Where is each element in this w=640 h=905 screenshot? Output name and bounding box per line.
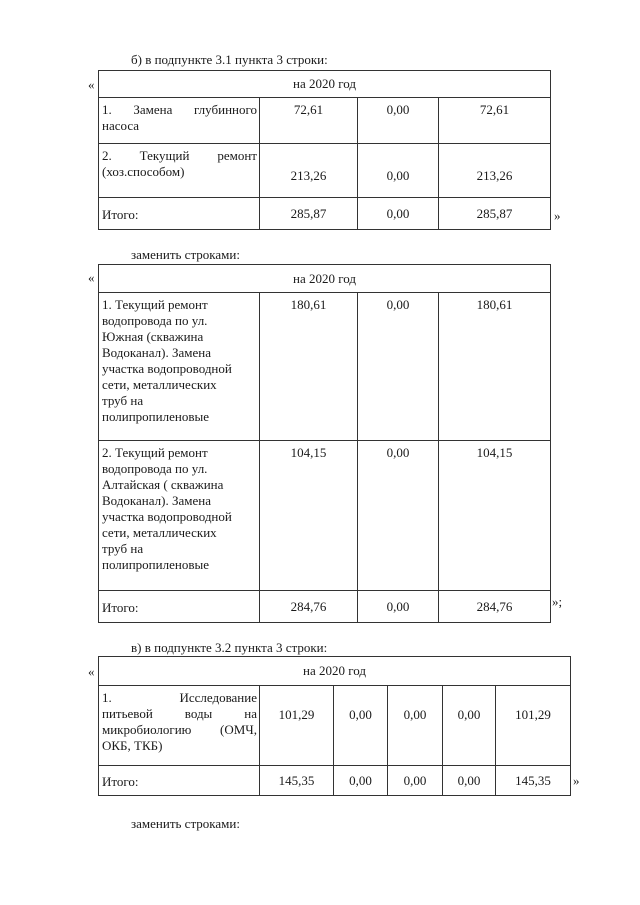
table-row — [99, 98, 551, 144]
total-label: Итого: — [99, 766, 260, 796]
table-replace-1 — [98, 264, 551, 623]
row-description: 1. Исследование питьевой воды на микробиологию (ОМЧ, ОКБ, ТКБ) — [99, 686, 260, 766]
value-cell: 104,15 — [439, 441, 551, 591]
value-cell: 72,61 — [439, 98, 551, 144]
value-cell: 101,29 — [496, 686, 571, 766]
total-row — [99, 766, 571, 796]
value-cell: 213,26 — [439, 144, 551, 198]
table-section-v — [98, 656, 571, 796]
value-cell: 0,00 — [388, 686, 443, 766]
value-cell: 0,00 — [358, 98, 439, 144]
total-label: Итого: — [99, 198, 260, 230]
value-cell: 0,00 — [358, 198, 439, 230]
value-cell: 0,00 — [334, 686, 388, 766]
value-cell: 284,76 — [439, 591, 551, 623]
table-section-b — [98, 70, 551, 230]
row-description: 1. Текущий ремонт водопровода по ул. Южная (скважина Водоканал). Замена участка водопроводной сети, металлических труб на полипропиленовые — [99, 293, 260, 441]
value-cell: 0,00 — [443, 766, 496, 796]
open-quote: « — [88, 77, 95, 92]
value-cell: 145,35 — [496, 766, 571, 796]
value-cell: 0,00 — [358, 591, 439, 623]
value-cell: 180,61 — [260, 293, 358, 441]
value-cell: 104,15 — [260, 441, 358, 591]
value-cell: 180,61 — [439, 293, 551, 441]
total-row — [99, 198, 551, 230]
total-row — [99, 591, 551, 623]
row-description: 1. Замена глубинного насоса — [99, 98, 260, 144]
row-description: 2. Текущий ремонт водопровода по ул. Алтайская ( скважина Водоканал). Замена участка водопроводной сети, металлических труб на полипропиленовые — [99, 441, 260, 591]
replace-intro: заменить строками: — [131, 247, 240, 262]
value-cell: 0,00 — [358, 441, 439, 591]
value-cell: 0,00 — [388, 766, 443, 796]
table-row — [99, 686, 571, 766]
table-header: на 2020 год — [99, 265, 551, 293]
table-row — [99, 144, 551, 198]
value-cell: 285,87 — [260, 198, 358, 230]
close-quote: »; — [552, 594, 563, 609]
value-cell: 145,35 — [260, 766, 334, 796]
value-cell: 72,61 — [260, 98, 358, 144]
value-cell: 213,26 — [260, 144, 358, 198]
value-cell: 0,00 — [358, 293, 439, 441]
value-cell: 285,87 — [439, 198, 551, 230]
close-quote: » — [573, 773, 580, 788]
table-row — [99, 293, 551, 441]
value-cell: 284,76 — [260, 591, 358, 623]
section-b-intro: б) в подпункте 3.1 пункта 3 строки: — [131, 52, 328, 67]
open-quote: « — [88, 664, 95, 679]
close-quote: » — [554, 208, 561, 223]
table-row — [99, 441, 551, 591]
value-cell: 0,00 — [443, 686, 496, 766]
total-label: Итого: — [99, 591, 260, 623]
value-cell: 0,00 — [334, 766, 388, 796]
section-v-intro: в) в подпункте 3.2 пункта 3 строки: — [131, 640, 328, 655]
value-cell: 101,29 — [260, 686, 334, 766]
table-header: на 2020 год — [99, 657, 571, 686]
open-quote: « — [88, 270, 95, 285]
table-header: на 2020 год — [99, 71, 551, 98]
value-cell: 0,00 — [358, 144, 439, 198]
replace-intro: заменить строками: — [131, 816, 240, 831]
row-description: 2. Текущий ремонт (хоз.способом) — [99, 144, 260, 198]
